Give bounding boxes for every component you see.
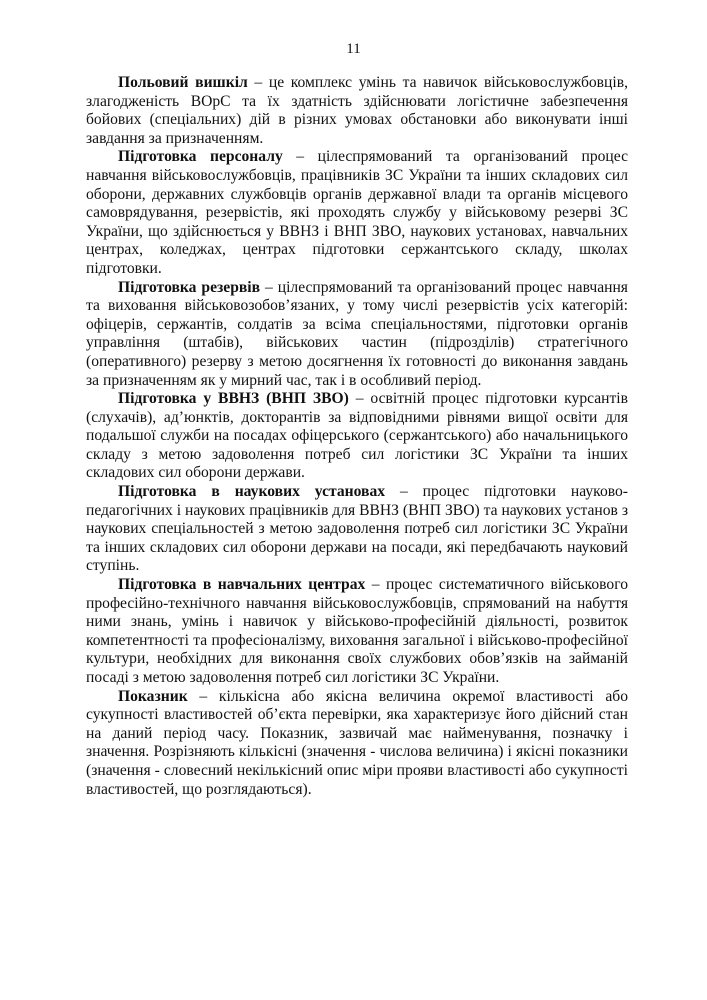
definition-text: – кількісна або якісна величина окремої властивості або сукупності властивостей об’єкта перевірки, яка характеризує його дійсний стан на даний період часу. Показник, зазвичай має найменування, позначку і значення. Розрізняють кількісні (значення - числова величина) і якісні показники (значення - словесний некількісний опис міри прояви властивості або сукупності властивостей, що розглядаються). — [86, 687, 628, 798]
definition-paragraph — [86, 576, 628, 688]
definition-term: Показник — [118, 687, 188, 705]
definition-text: – цілеспрямований та організований процес навчання та виховання військовозобов’язаних, у тому числі резервістів усіх категорій: офіцерів, сержантів, солдатів за всіма спеціальностями, підготовки органів управління (штабів), військових частин (підрозділів) стратегічного (оперативного) резерву з метою досягнення їх готовності до виконання завдань за призначенням як у мирний час, так і в особливий період. — [86, 278, 628, 389]
definition-paragraph — [86, 688, 628, 800]
definition-term: Підготовка в навчальних центрах — [118, 576, 366, 594]
definition-text: – цілеспрямований та організований процес навчання військовослужбовців, працівників ЗС України та інших складових сил оборони, державних службовців органів державної влади та органів місцевого самоврядування, резервістів, які проходять службу у військовому резерві ЗС України, що здійснюється у ВВНЗ і ВНП ЗВО, наукових установах, навчальних центрах, коледжах, центрах підготовки сержантського складу, школах підготовки. — [86, 148, 628, 277]
definition-term: Підготовка персоналу — [118, 148, 283, 166]
definition-term: Підготовка у ВВНЗ (ВНП ЗВО) — [118, 390, 349, 408]
definition-term: Підготовка резервів — [118, 278, 261, 296]
definition-paragraph — [86, 483, 628, 576]
definition-text: – процес систематичного військового професійно-технічного навчання військовослужбовців, спрямований на набуття ними знань, умінь і навичок у військово-професійній діяльності, розвиток компетентності та професіоналізму, виховання загальної і військово-професійної культури, необхідних для виконання своїх службових обов’язків на займаній посаді з метою задоволення потреб сил логістики ЗС України. — [86, 576, 628, 686]
definition-text: – освітній процес підготовки курсантів (слухачів), ад’юнктів, докторантів за відповідними рівнями вищої освіти для подальшої служби на посадах офіцерського (сержантського) або начальницького складу з метою задоволення потреб сил логістики ЗС України та інших складових сил оборони держави. — [86, 390, 628, 482]
definition-text: – процес підготовки науково-педагогічних і наукових працівників для ВВНЗ (ВНП ЗВО) та наукових установ з наукових спеціальностей з метою задоволення потреб сил логістики ЗС України та інших складових сил оборони держави на посади, які передбачають науковий ступінь. — [86, 483, 628, 575]
definition-paragraph — [86, 74, 628, 148]
definition-text: – це комплекс умінь та навичок військовослужбовців, злагодженість ВОрС та їх здатність здійснювати логістичне забезпечення бойових (спеціальних) дій в різних умовах обстановки або виконувати інші завдання за призначенням. — [86, 74, 628, 147]
definition-term: Польовий вишкіл — [118, 74, 248, 91]
definition-paragraph — [86, 148, 628, 278]
definition-term: Підготовка в наукових установах — [118, 483, 386, 501]
definition-paragraph — [86, 279, 628, 391]
document-body — [86, 74, 628, 799]
definition-paragraph — [86, 390, 628, 483]
page-number: 11 — [346, 41, 361, 57]
